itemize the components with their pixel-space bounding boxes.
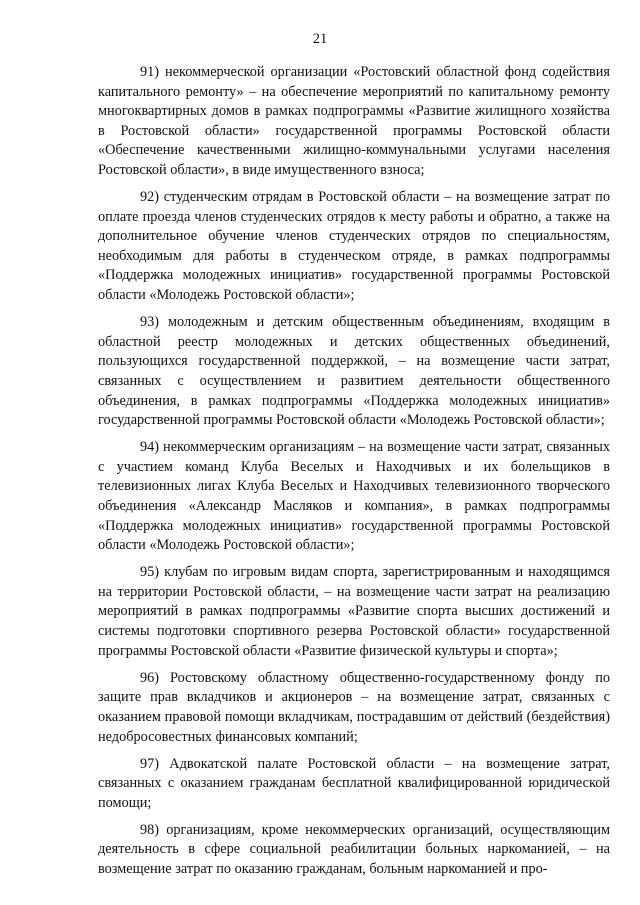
paragraph-94: 94) некоммерческим организациям – на возмещение части затрат, связанных с участием команд Клуба Веселых и Находчивых и их болельщиков в телевизионных лигах Клуба Веселых и Находчивых телевизионного творческого объединения «Александр Масляков и компания», в рамках подпрограммы «Поддержка молодежных инициатив» государственной программы Ростовской области «Молодежь Ростовской области»; xyxy=(98,439,610,554)
paragraph-96: 96) Ростовскому областному общественно-государственному фонду по защите прав вкладчиков и акционеров – на возмещение затрат, связанных с оказанием правовой помощи вкладчикам, пострадавшим от действий (бездействия) недобросовестных финансовых компаний; xyxy=(98,669,610,745)
page-number: 21 xyxy=(312,31,328,47)
paragraph-92: 92) студенческим отрядам в Ростовской области – на возмещение затрат по оплате проезда членов студенческих отрядов к месту работы и обратно, а также на дополнительное обучение членов студенческих отрядов по специальностям, необходимым для работы в студенческом отряде, в рамках подпрограммы «Поддержка молодежных инициатив» государственной программы Ростовской области «Молодежь Ростовской области»; xyxy=(98,189,610,304)
paragraph-95: 95) клубам по игровым видам спорта, зарегистрированным и находящимся на территории Ростовской области, – на возмещение части затрат на реализацию мероприятий в рамках подпрограммы «Развитие спорта высших достижений и системы подготовки спортивного резерва Ростовской области» государственной программы Ростовской области «Развитие физической культуры и спорта»; xyxy=(98,564,610,659)
document-body xyxy=(98,63,610,887)
paragraph-91: 91) некоммерческой организации «Ростовский областной фонд содействия капитального ремонту» – на обеспечение мероприятий по капитальному ремонту многоквартирных домов в рамках подпрограммы «Развитие жилищного хозяйства в Ростовской области» государственной программы Ростовской области «Обеспечение качественными жилищно-коммунальными услугами населения Ростовской области», в виде имущественного взноса; xyxy=(98,64,610,178)
paragraph-97: 97) Адвокатской палате Ростовской области – на возмещение затрат, связанных с оказанием гражданам бесплатной квалифицированной юридической помощи; xyxy=(98,755,610,811)
paragraph-93: 93) молодежным и детским общественным объединениям, входящим в областной реестр молодежных и детских общественных объединений, пользующихся государственной поддержкой, – на возмещение части затрат, связанных с осуществлением и развитием деятельности общественного объединения, в рамках подпрограммы «Поддержка молодежных инициатив» государственной программы Ростовской области «Молодежь Ростовской области»; xyxy=(98,314,610,429)
paragraph-98: 98) организациям, кроме некоммерческих организаций, осуществляющим деятельность в сфере социальной реабилитации больных наркоманией, – на возмещение затрат по оказанию гражданам, больным наркоманией и про- xyxy=(98,821,610,878)
